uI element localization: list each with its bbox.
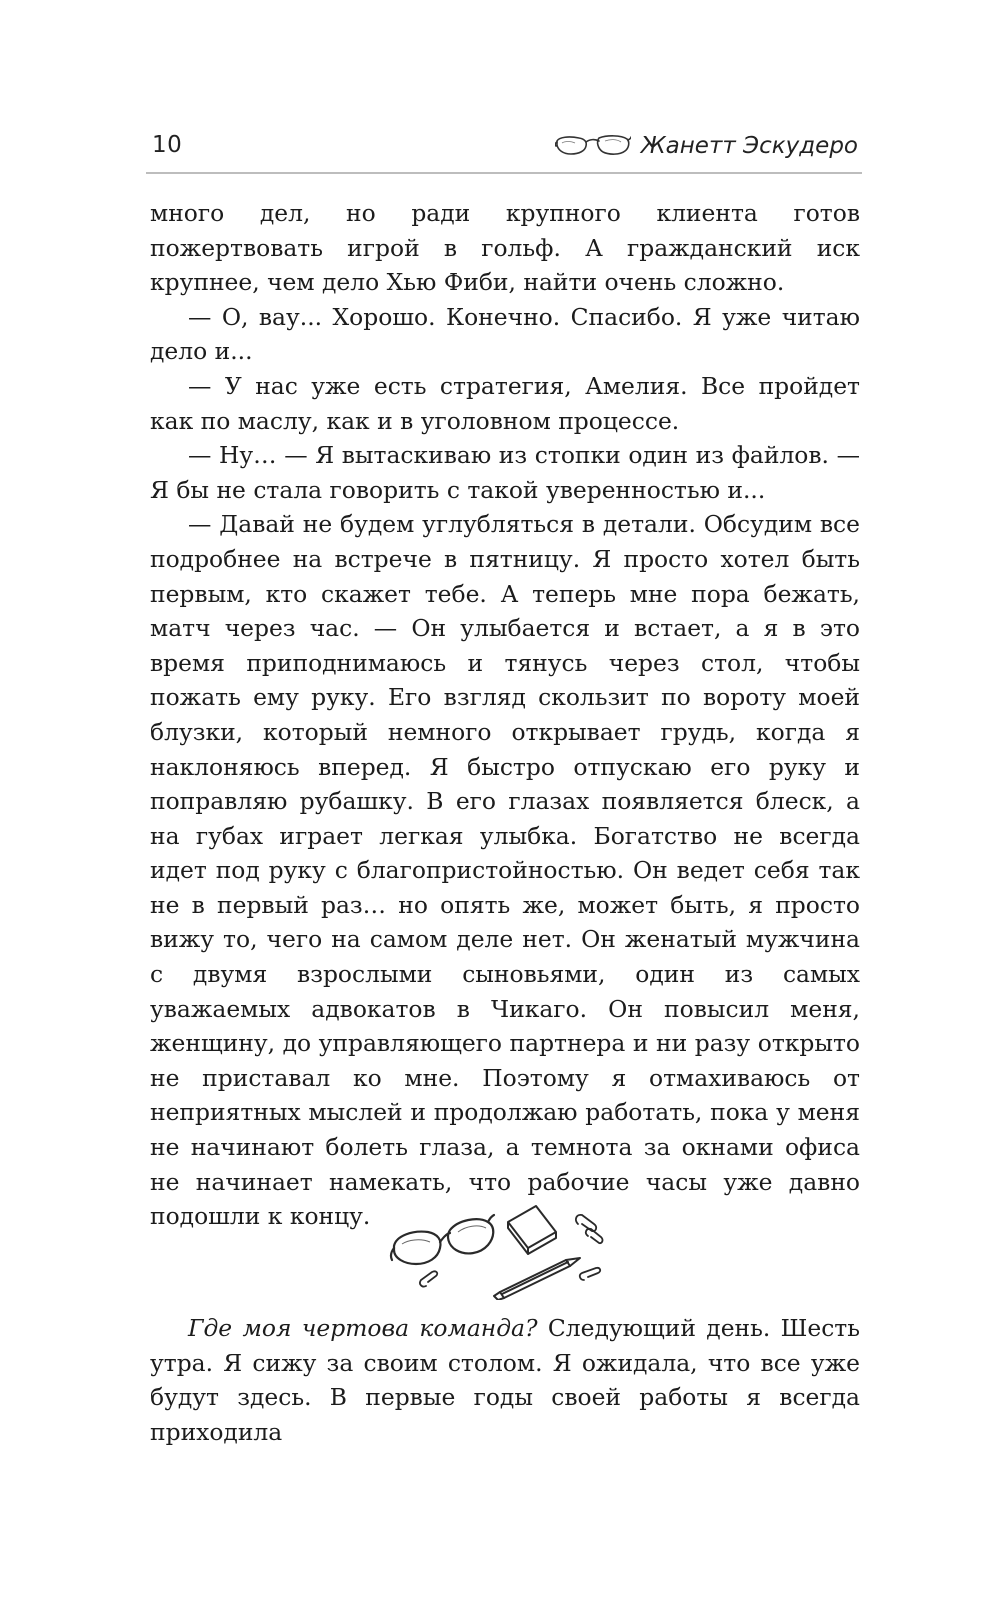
running-title: Жанетт Эскудеро xyxy=(640,133,858,159)
main-text xyxy=(150,196,860,1234)
page-number: 10 xyxy=(152,132,183,158)
paragraph-3: — У нас уже есть стратегия, Амелия. Все пройдет как по маслу, как и в уголовном процессе. xyxy=(150,371,860,435)
paragraph-2: — О, вау... Хорошо. Конечно. Спасибо. Я уже читаю дело и... xyxy=(150,302,860,366)
pencil-icon xyxy=(494,1258,580,1300)
paperclip-icon-3 xyxy=(580,1268,600,1280)
desk-items-illustration xyxy=(388,1200,620,1300)
sticky-note-icon xyxy=(508,1206,556,1254)
italic-lead: Где моя чертова команда? xyxy=(188,1314,538,1342)
section-2-text xyxy=(150,1311,860,1449)
running-header xyxy=(152,126,858,166)
ornament-glasses-icon xyxy=(391,1215,494,1264)
paragraph-4: — Ну… — Я вытаскиваю из стопки один из файлов. — Я бы не стала говорить с такой уверенностью и... xyxy=(150,441,860,504)
paragraph-6-text: Следующий день. Шесть утра. Я сижу за своим столом. Я ожидала, что все уже будут здесь. В первые годы своей работы я всегда приходила xyxy=(150,1314,860,1446)
paperclip-icon-2 xyxy=(420,1271,437,1286)
glasses-icon xyxy=(555,133,631,159)
paperclip-icon xyxy=(576,1215,603,1243)
paragraph-1: много дел, но ради крупного клиента готов пожертвовать игрой в гольф. А гражданский иск крупнее, чем дело Хью Фиби, найти очень сложно. xyxy=(150,199,860,297)
paragraph-6 xyxy=(150,1311,860,1449)
paragraph-5: — Давай не будем углубляться в детали. Обсудим все подробнее на встрече в пятницу. Я просто хотел быть первым, кто скажет тебе. А теперь мне пора бежать, матч через час. — Он улыбается и встает, а я в это время приподнимаюсь и тянусь через стол, чтобы пожать ему руку. Его взгляд скользит по вороту моей блузки, который немного открывает грудь, когда я наклоняюсь вперед. Я быстро отпускаю его руку и поправляю рубашку. В его глазах появляется блеск, а на губах играет легкая улыбка. Богатство не всегда идет под руку с благопристойностью. Он ведет себя так не в первый раз… но опять же, может быть, я просто вижу то, чего на самом деле нет. Он женатый мужчина с двумя взрослыми сыновьями, один из самых уважаемых адвокатов в Чикаго. Он повысил меня, женщину, до управляющего партнера и ни разу открыто не приставал ко мне. Поэтому я отмахиваюсь от неприятных мыслей и продолжаю работать, пока у меня не начинают болеть глаза, а темнота за окнами офиса не начинает намекать, что рабочие часы уже давно подошли к концу. xyxy=(150,510,860,1231)
running-title-group xyxy=(555,126,858,166)
header-divider xyxy=(146,172,862,174)
